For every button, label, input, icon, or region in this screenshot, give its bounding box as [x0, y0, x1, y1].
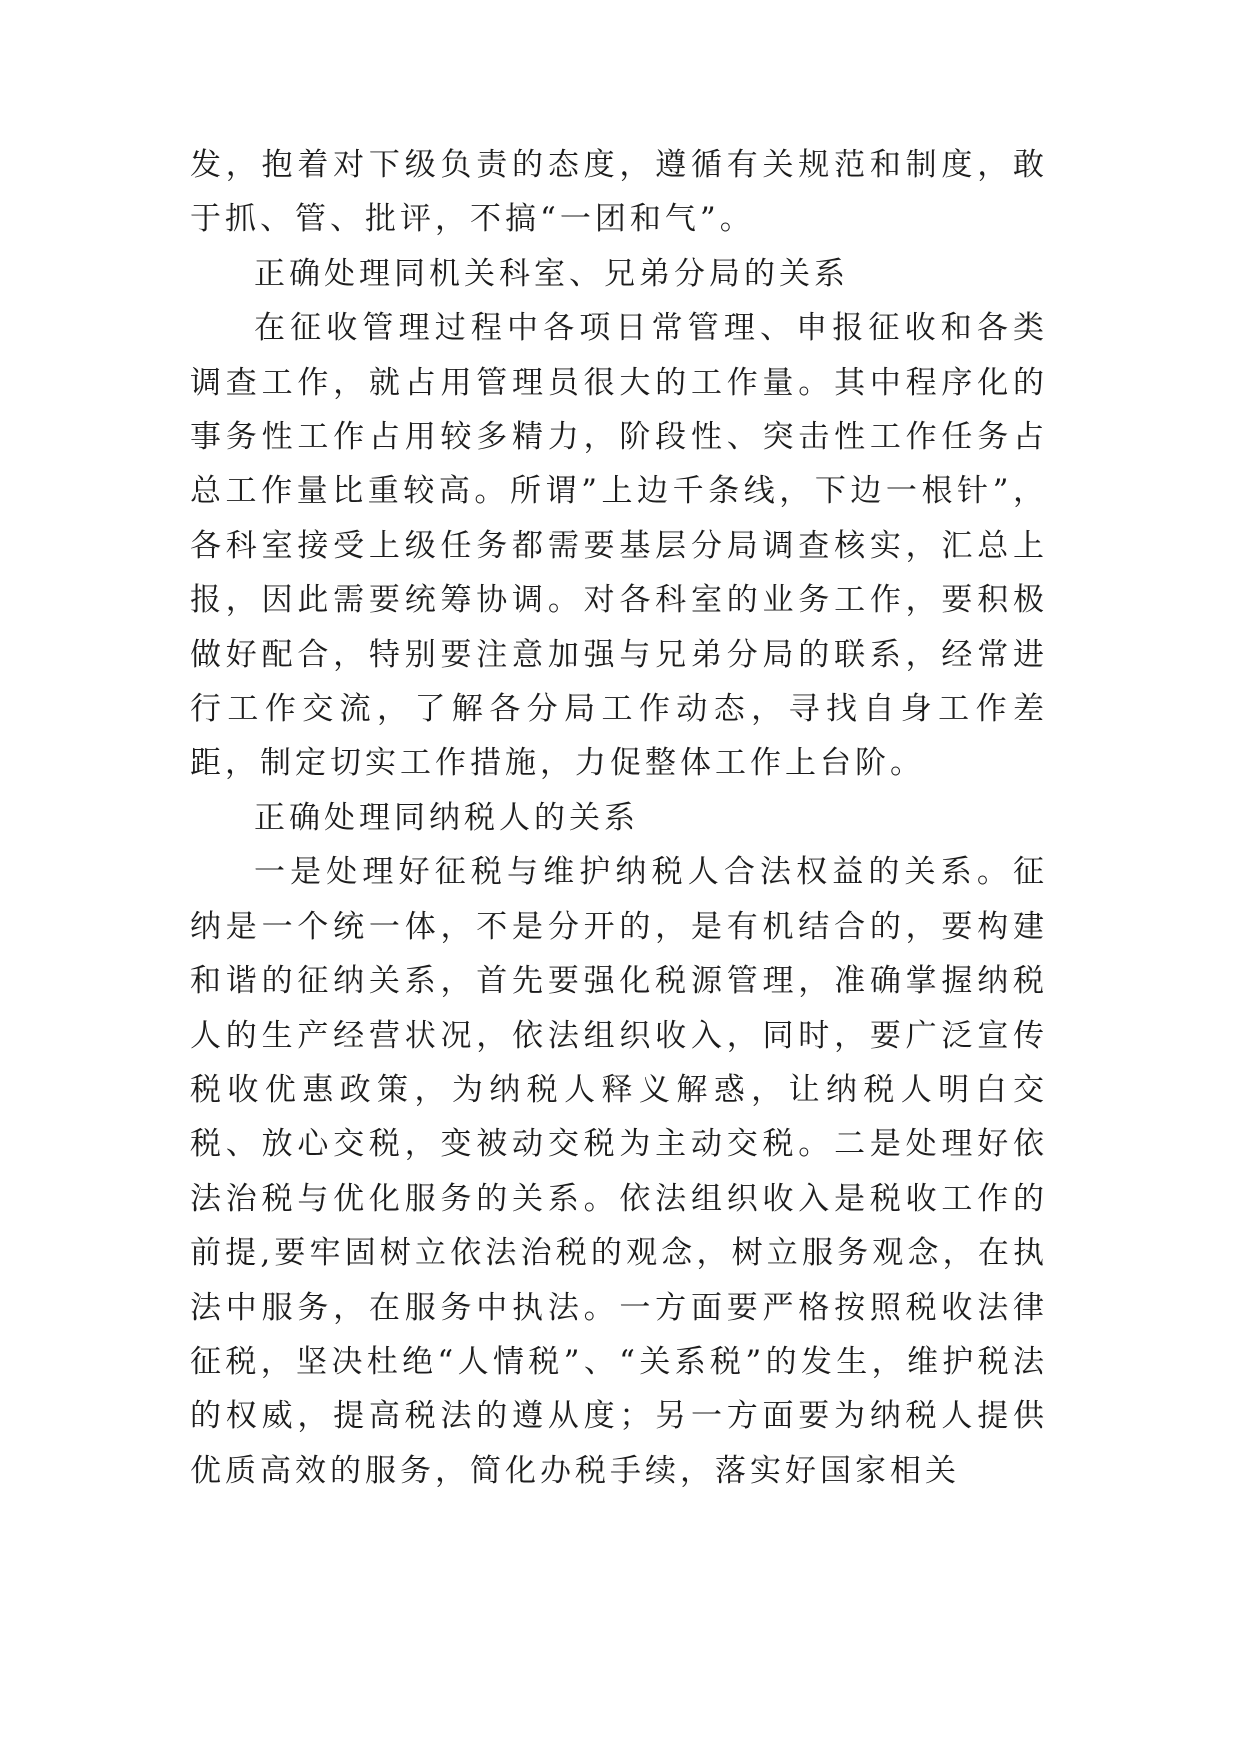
section-heading-taxpayers: 正确处理同纳税人的关系	[254, 799, 639, 836]
section-heading-agencies: 正确处理同机关科室、兄弟分局的关系	[254, 255, 849, 292]
paragraph-continuation: 发，抱着对下级负责的态度，遵循有关规范和制度，敢于抓、管、批评，不搞“一团和气”。	[190, 147, 1048, 238]
document-page	[190, 138, 1048, 1498]
paragraph-taxpayers-body: 一是处理好征税与维护纳税人合法权益的关系。征纳是一个统一体，不是分开的，是有机结合的，要构建和谐的征纳关系，首先要强化税源管理，准确掌握纳税人的生产经营状况，依法组织收入，同时，要广泛宣传税收优惠政策，为纳税人释义解惑，让纳税人明白交税、放心交税，变被动交税为主动交税。二是处理好依法治税与优化服务的关系。依法组织收入是税收工作的前提,要牢固树立依法治税的观念，树立服务观念，在执法中服务，在服务中执法。一方面要严格按照税收法律征税，坚决杜绝“人情税”、“关系税”的发生，维护税法的权威，提高税法的遵从度；另一方面要为纳税人提供优质高效的服务，简化办税手续，落实好国家相关	[190, 854, 1048, 1489]
paragraph-agencies-body: 在征收管理过程中各项日常管理、申报征收和各类调查工作，就占用管理员很大的工作量。其中程序化的事务性工作占用较多精力，阶段性、突击性工作任务占总工作量比重较高。所谓”上边千条线，下边一根针”，各科室接受上级任务都需要基层分局调查核实，汇总上报，因此需要统筹协调。对各科室的业务工作，要积极做好配合，特别要注意加强与兄弟分局的联系，经常进行工作交流，了解各分局工作动态，寻找自身工作差距，制定切实工作措施，力促整体工作上台阶。	[190, 310, 1048, 782]
